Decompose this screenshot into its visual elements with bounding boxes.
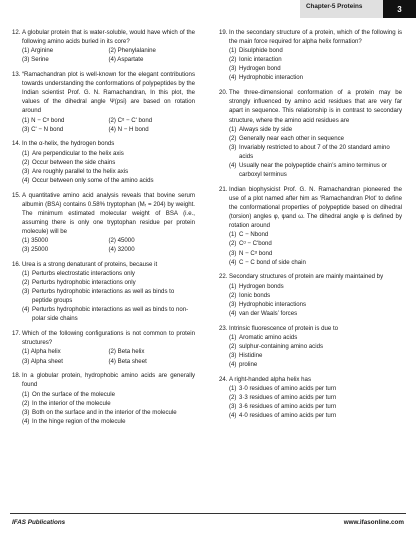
- question-stem: [12, 329, 195, 347]
- question: [219, 272, 402, 317]
- option: [219, 249, 402, 258]
- option: [12, 305, 195, 323]
- option-number: (2): [22, 158, 30, 166]
- option: (1) Alpha helix: [22, 348, 61, 356]
- option-text: In the hinge region of the molecule: [32, 417, 126, 425]
- question-text: Intrinsic fluorescence of protein is due to: [229, 324, 339, 332]
- option-number: (3): [229, 143, 237, 151]
- option-text: Perturbs hydrophobic interactions as well as binds to peptide groups: [32, 288, 175, 305]
- question-text: Which of the following configurations is not common to protein structures?: [22, 330, 195, 347]
- option-text: 4·0 residues of amino acids per turn: [239, 412, 337, 420]
- option: [219, 55, 402, 64]
- question-stem: [12, 260, 195, 269]
- option-grid: [12, 46, 195, 64]
- option-number: (2): [229, 393, 237, 401]
- question-number: 21.: [219, 185, 228, 193]
- option: [219, 342, 402, 351]
- page-number: 3: [383, 0, 416, 18]
- question-stem: [219, 324, 402, 333]
- question: [12, 191, 195, 255]
- question-number: 18.: [12, 372, 21, 380]
- question-stem: [219, 88, 402, 124]
- question-stem: [12, 139, 195, 148]
- footer-divider: [10, 513, 406, 514]
- option: (3) 25000: [22, 246, 49, 254]
- question: [219, 88, 402, 179]
- option-number: (1): [22, 270, 30, 277]
- option: [219, 161, 402, 179]
- question: [12, 371, 195, 426]
- option: [12, 269, 195, 278]
- option-text: proline: [239, 360, 258, 368]
- option: [219, 64, 402, 73]
- question-text: In the α-helix, the hydrogen bonds: [22, 140, 115, 148]
- option-number: (1): [229, 231, 237, 239]
- question-text: A right-handed alpha helix has: [229, 375, 311, 383]
- option-text: Perturbs hydrophobic interactions as well as binds to non-polar side chains: [32, 306, 189, 323]
- option-number: (1): [229, 282, 237, 290]
- question-number: 12.: [12, 29, 21, 36]
- option-number: (4): [229, 360, 237, 368]
- option: [219, 230, 402, 239]
- option-text: Histidine: [239, 351, 263, 359]
- option: (3) Cʹ − N bond: [22, 125, 64, 133]
- question: [219, 375, 402, 420]
- option: [219, 134, 402, 143]
- option-number: (4): [22, 176, 30, 184]
- option-text: Hydrophobic interactions: [239, 300, 307, 308]
- option: [219, 333, 402, 342]
- option-text: Occur between only some of the amino acids: [32, 176, 154, 184]
- question-text: A quantitative amino acid analysis reveals that bovine serum albumin (BSA) contains 0.58% tryptophan (Mᵣ = 204) by weight. The minimum estimated molecular weight of BSA (i.e., assuming there is only one tryptophan residue per protein molecule) will be: [22, 191, 195, 235]
- option-number: (1): [229, 384, 237, 392]
- option: [12, 399, 195, 408]
- option-number: (2): [229, 134, 237, 142]
- option: [12, 158, 195, 167]
- option-text: In the interior of the molecule: [32, 399, 111, 407]
- option: (1) Arginine: [22, 47, 54, 55]
- option-text: Perturbs electrostatic interactions only: [32, 270, 135, 277]
- option-text: van der Waals’ forces: [239, 309, 298, 317]
- option-number: (2): [229, 56, 237, 64]
- option: [12, 167, 195, 176]
- question-text: A globular protein that is water-soluble, would have which of the following amino acids buried in its core?: [22, 29, 195, 46]
- question-number: 15.: [12, 191, 21, 199]
- question-stem: [219, 28, 402, 46]
- option: (1) 35000: [22, 237, 49, 245]
- option: (4) 32000: [108, 246, 135, 254]
- option-text: Occur between the side chains: [32, 158, 116, 166]
- question-text: Indian biophysicist Prof. G. N. Ramachandran pioneered the use of a plot named after him as ‘Ramachandran Plot’ to define the conformational properties of polypeptide based on dihedral (torsion) angles φ, ψand ω. The dihedral angle φ is defined by rotation around: [229, 185, 402, 230]
- option: (4) N − H bond: [108, 125, 149, 133]
- option-number: (2): [229, 240, 237, 248]
- question-number: 24.: [219, 375, 228, 383]
- option: (4) Beta sheet: [108, 357, 147, 365]
- option-text: 3·0 residues of amino acids per turn: [239, 384, 337, 392]
- question-stem: [12, 191, 195, 236]
- question-number: 23.: [219, 324, 228, 332]
- question-stem: [12, 28, 195, 46]
- option: [12, 390, 195, 399]
- option: [219, 393, 402, 402]
- option-number: (3): [22, 408, 30, 416]
- option: [219, 411, 402, 420]
- option: [219, 360, 402, 369]
- option-text: Invariably restricted to about 7 of the 20 standard amino acids: [239, 143, 390, 160]
- option: (2) 45000: [108, 237, 135, 245]
- option-number: (2): [22, 279, 30, 287]
- option-text: Usually near the polypeptide chain’s amino terminus or carboxyl terminus: [239, 162, 387, 179]
- option: [219, 46, 402, 55]
- option: [219, 300, 402, 309]
- option-text: Hydrogen bond: [239, 65, 281, 73]
- option-text: Hydrogen bonds: [239, 282, 284, 290]
- option: (4) Aspartate: [108, 56, 144, 64]
- option: (3) Alpha sheet: [22, 357, 63, 365]
- question-stem: [12, 371, 195, 389]
- option-number: (1): [22, 390, 30, 398]
- option-number: (3): [22, 167, 30, 175]
- option-number: (1): [229, 125, 237, 133]
- option-number: (4): [229, 74, 237, 82]
- option-text: C − C bond of side chain: [239, 258, 306, 266]
- option-number: (3): [22, 288, 30, 296]
- option: (3) Serine: [22, 56, 49, 64]
- option-text: sulphur-containing amino acids: [239, 342, 324, 350]
- option-text: Hydrophobic interaction: [239, 74, 304, 82]
- option-text: Disulphide bond: [239, 47, 283, 55]
- option: [12, 287, 195, 305]
- option: [12, 417, 195, 426]
- question: [219, 324, 402, 369]
- option: [219, 258, 402, 267]
- option-text: Perturbs hydrophobic interactions only: [32, 279, 136, 287]
- left-column: [12, 28, 195, 432]
- option-text: Ionic bonds: [239, 291, 271, 299]
- question: [12, 329, 195, 365]
- question: [12, 260, 195, 324]
- option: [219, 351, 402, 360]
- question-stem: [12, 70, 195, 115]
- option-text: C − Nbond: [239, 231, 269, 239]
- option: (2) Phenylalanine: [108, 47, 156, 55]
- option-text: 3·6 residues of amino acids per turn: [239, 403, 337, 410]
- option-number: (4): [229, 412, 237, 420]
- option: [219, 239, 402, 248]
- question-number: 13.: [12, 71, 21, 79]
- question-text: Secondary structures of protein are mainly maintained by: [229, 273, 384, 281]
- option-number: (2): [229, 291, 237, 299]
- option-text: Always side by side: [239, 125, 293, 133]
- option: [12, 149, 195, 158]
- question-number: 20.: [219, 89, 228, 97]
- question-stem: [219, 185, 402, 230]
- question: [12, 70, 195, 134]
- question: [219, 185, 402, 267]
- option-number: (1): [22, 149, 30, 157]
- option: [219, 282, 402, 291]
- question-number: 14.: [12, 140, 21, 148]
- question-number: 19.: [219, 29, 228, 36]
- option-number: (1): [229, 47, 237, 55]
- option-text: Are perpendicular to the helix axis: [32, 149, 124, 157]
- option-number: (3): [229, 300, 237, 308]
- option-number: (2): [22, 399, 30, 407]
- question-text: “Ramachandran plot is well-known for the elegant contributions towards understanding the conformations of polypeptides by the Indian scientist Prof. G. N. Ramachandran, In this plot, the values of the dihedral angle Ψ(psi) are based on rotation around: [22, 71, 195, 115]
- option-text: Generally near each other in sequence: [239, 134, 345, 142]
- option-grid: [12, 236, 195, 254]
- option-number: (2): [229, 342, 237, 350]
- option: [219, 291, 402, 300]
- option-number: (1): [229, 333, 237, 341]
- option-number: (3): [229, 249, 237, 257]
- option: [219, 73, 402, 82]
- option-number: (4): [229, 258, 237, 266]
- question-number: 22.: [219, 273, 228, 281]
- question: [12, 139, 195, 184]
- right-column: [219, 28, 402, 426]
- option-number: (4): [22, 306, 30, 314]
- option-number: (3): [229, 351, 237, 359]
- option: (1) N − Cᵅ bond: [22, 116, 65, 124]
- option-number: (3): [229, 403, 237, 410]
- option: [12, 408, 195, 417]
- option-grid: [12, 116, 195, 134]
- option: [12, 278, 195, 287]
- option-text: Are roughly parallel to the helix axis: [32, 167, 129, 175]
- question: [12, 28, 195, 64]
- question-number: 17.: [12, 330, 21, 338]
- option-text: Ionic interaction: [239, 56, 282, 64]
- option: (2) Cᵅ − Cʹ bond: [108, 116, 153, 124]
- website-url: www.ifasonline.com: [343, 519, 404, 526]
- option-number: (4): [229, 162, 237, 169]
- option: [219, 384, 402, 393]
- option-text: Aromatic amino acids: [239, 333, 298, 341]
- chapter-title: Chapter-5 Proteins: [306, 3, 363, 10]
- question-text: In the secondary structure of a protein, which of the following is the main force required for alpha helix formation?: [229, 29, 402, 46]
- option: [219, 143, 402, 161]
- question-text: Urea is a strong denaturant of proteins, because it: [22, 260, 158, 268]
- option-grid: [12, 347, 195, 365]
- option-text: Cᵅ − Cʹbond: [239, 240, 272, 248]
- option: [219, 309, 402, 318]
- question: [219, 28, 402, 83]
- option-number: (4): [229, 309, 237, 317]
- option-text: Both on the surface and in the interior of the molecule: [32, 408, 177, 416]
- option: [219, 125, 402, 134]
- option: [12, 176, 195, 185]
- option-text: On the surface of the molecule: [32, 390, 115, 398]
- option-number: (3): [229, 65, 237, 73]
- option: (2) Beta helix: [108, 348, 145, 356]
- option-number: (4): [22, 417, 30, 425]
- option-text: 3·3 residues of amino acids per turn: [239, 393, 337, 401]
- question-stem: [219, 375, 402, 384]
- option: [219, 402, 402, 411]
- question-text: In a globular protein, hydrophobic amino acids are generally found: [22, 372, 195, 389]
- publisher-name: IFAS Publications: [12, 519, 66, 526]
- question-stem: [219, 272, 402, 281]
- question-text: The three-dimensional conformation of a protein may be strongly influenced by amino acid residues that are very far apart in sequence. This relationship is in contrast to secondary structure, where the amino acid residues are: [229, 89, 402, 124]
- question-number: 16.: [12, 260, 21, 268]
- option-text: N − Cᵅ bond: [239, 249, 273, 257]
